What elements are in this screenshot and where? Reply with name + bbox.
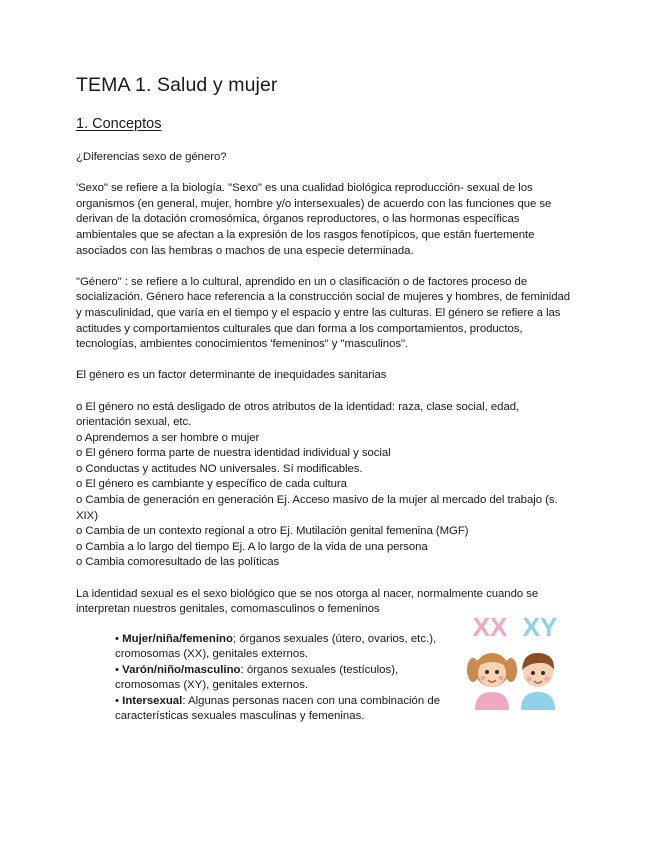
xy-label: XY — [522, 612, 558, 642]
determinant-text: El género es un factor determinante de inequidades sanitarias — [76, 369, 387, 382]
bullet-item-varon — [115, 663, 465, 694]
bullet-description: : Algunas personas nacen con una combinación de características sexuales masculinas y femeninas. — [115, 694, 441, 723]
list-item: o El género es cambiante y específico de cada cultura — [76, 478, 347, 491]
boy-figure — [521, 653, 555, 710]
sexo-paragraph: 'Sexo" se refiere a la biología. "Sexo" es una cualidad biológica reproducción- sexual de los organismos (en general, mujer, hombre y/o intersexuales) de acuerdo con las funciones que se derivan de la dotación cromosómica, órganos reproductores, o las hormonas específicas ambientales que se afectan a la expresión de los rasgos fenotípicos, que están fuertemente asociados con las hembras o machos de una especie determinada. — [76, 182, 552, 257]
list-item: o Aprendemos a ser hombre o mujer — [76, 431, 260, 444]
bullet-description: ; órganos sexuales (útero, ovarios, etc.), cromosomas (XX), genitales externos. — [115, 633, 437, 661]
page-title: TEMA 1. Salud y mujer — [76, 74, 278, 96]
bullet-marker: • — [115, 694, 123, 707]
bullet-description: : órganos sexuales (testículos), cromosomas (XY), genitales externos. — [115, 663, 399, 692]
body-content — [76, 150, 576, 618]
girl-figure — [467, 653, 517, 710]
sex-categories-list — [115, 632, 465, 724]
list-item: o Cambia de generación en generación Ej. Acceso masivo de la mujer al mercado del trabajo (s. XIX) — [76, 494, 558, 522]
list-item: o Cambia de un contexto regional a otro Ej. Mutilación genital femenina (MGF) — [76, 525, 469, 538]
bullet-item-mujer — [115, 632, 465, 663]
genero-paragraph: "Género" : se refiere a lo cultural, aprendido en un o clasificación o de factores proceso de socialización. Género hace referencia a la construcción social de mujeres y hombres, de feminidad y masculinidad, que varía en el tiempo y el espacio y entre las culturas. El género se refiere a las actitudes y comportamientos culturales que dan forma a los comportamientos, productos, tecnologías, ambientes conocimientos 'femeninos" y "masculinos". — [76, 275, 571, 351]
bullet-marker: • — [115, 663, 123, 676]
bullet-marker: • — [115, 633, 123, 645]
list-item: o Cambia comoresultado de las políticas — [76, 556, 280, 569]
section-heading: 1. Conceptos — [76, 116, 162, 132]
identity-paragraph: La identidad sexual es el sexo biológico que se nos otorga al nacer, normalmente cuando se interpretan nuestros genitales, comomasculinos o femeninos — [76, 587, 539, 616]
xx-xy-children-illustration — [465, 612, 565, 712]
question-text: ¿Diferencias sexo de género? — [76, 151, 227, 163]
bullet-term: Mujer/niña/femenino — [122, 633, 233, 645]
bullet-item-intersexual — [115, 694, 465, 725]
list-item: o El género no está desligado de otros atributos de la identidad: raza, clase social, edad, orientación sexual, etc. — [76, 400, 520, 429]
attributes-list — [76, 400, 576, 572]
xx-label: XX — [472, 612, 508, 642]
bullet-term: Intersexual — [122, 694, 183, 707]
children-illustration-icon — [465, 612, 565, 712]
bullet-term: Varón/niño/masculino — [122, 663, 241, 676]
list-item: o Cambia a lo largo del tiempo Ej. A lo largo de la vida de una persona — [76, 540, 428, 553]
list-item: o Conductas y actitudes NO universales. Sí modificables. — [76, 462, 363, 475]
list-item: o El género forma parte de nuestra identidad individual y social — [76, 447, 391, 460]
